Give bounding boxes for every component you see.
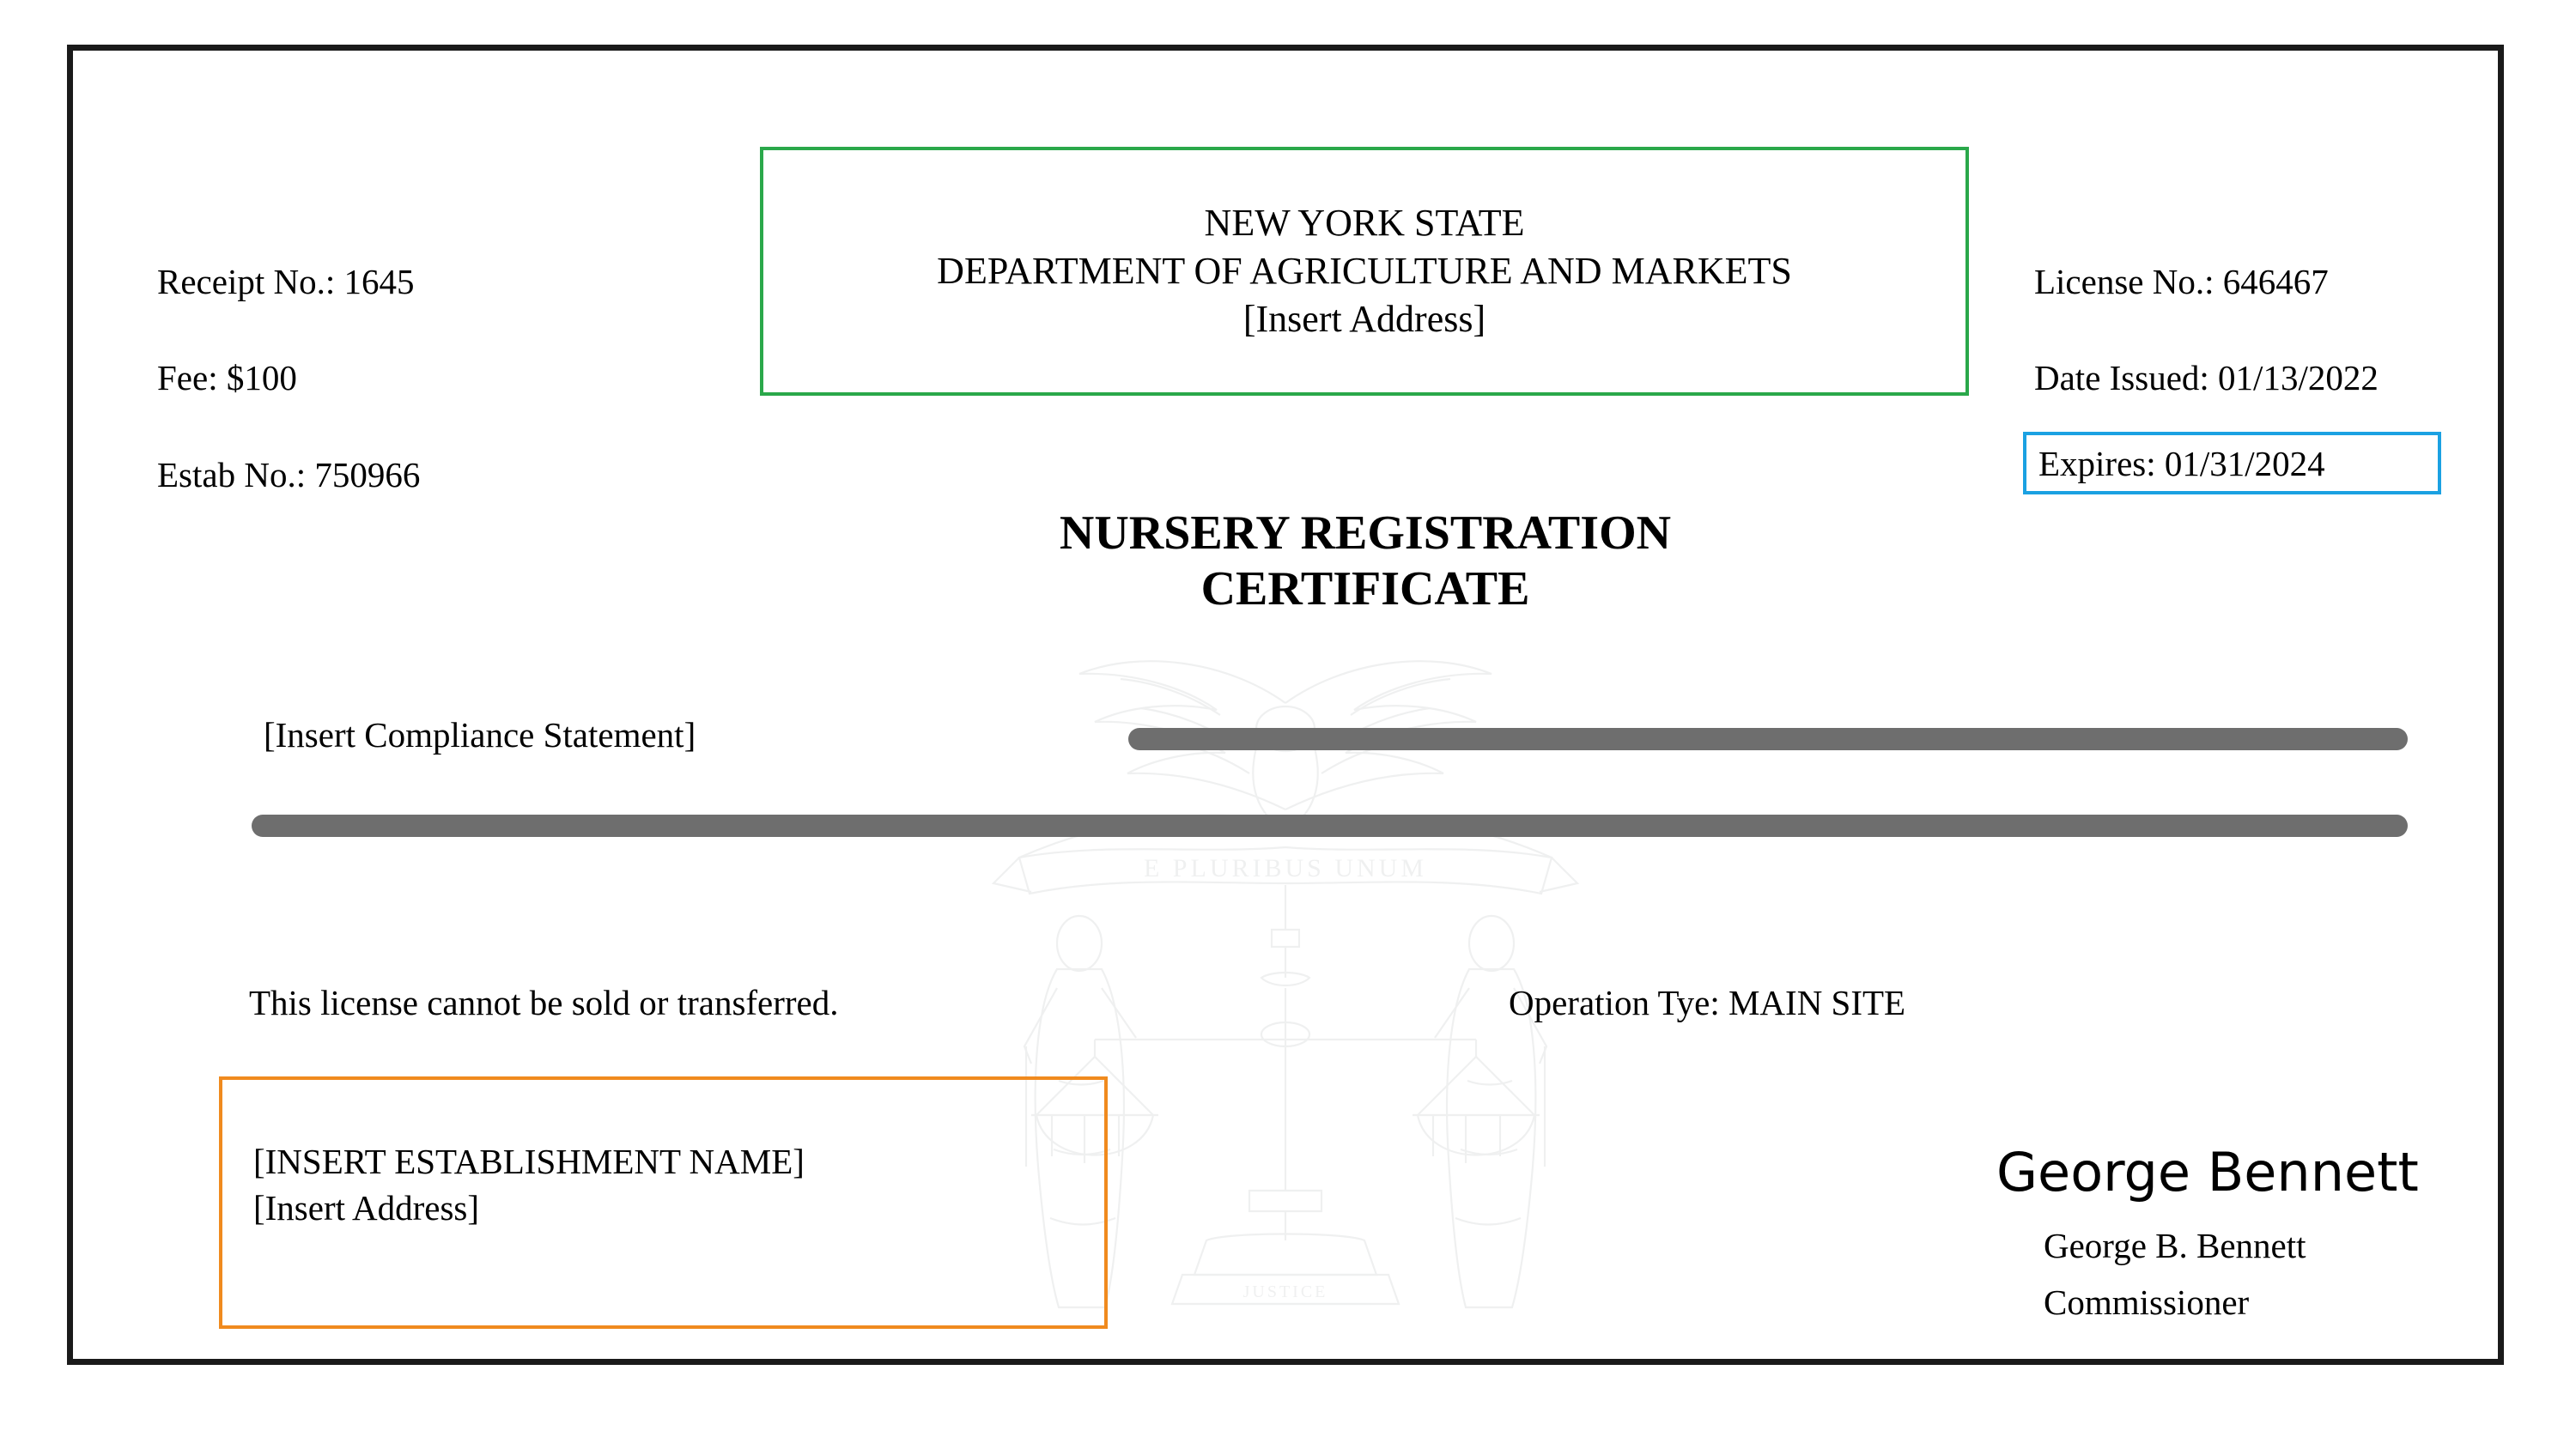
certificate-title-line-1: NURSERY REGISTRATION (1059, 506, 1672, 560)
establishment-name: [INSERT ESTABLISHMENT NAME] (253, 1142, 805, 1181)
redaction-bar (252, 815, 2408, 837)
date-issued: Date Issued: 01/13/2022 (2034, 358, 2379, 397)
svg-text:JUSTICE: JUSTICE (1242, 1282, 1328, 1301)
non-transfer-notice: This license cannot be sold or transferred. (249, 983, 839, 1022)
compliance-statement: [Insert Compliance Statement] (264, 715, 696, 755)
operation-type: Operation Tye: MAIN SITE (1509, 983, 1906, 1022)
certificate-title (811, 506, 1919, 617)
expiration-date-text: Expires: 01/31/2024 (2038, 443, 2325, 483)
receipt-number: Receipt No.: 1645 (157, 262, 415, 301)
license-number: License No.: 646467 (2034, 262, 2329, 301)
certificate-title-line-2: CERTIFICATE (1200, 561, 1530, 615)
authority-department: DEPARTMENT OF AGRICULTURE AND MARKETS (937, 249, 1792, 292)
establishment-number: Estab No.: 750966 (157, 455, 421, 494)
signatory-printed-name: George B. Bennett (2044, 1226, 2306, 1265)
signatory-title: Commissioner (2044, 1282, 2250, 1322)
establishment-address: [Insert Address] (253, 1188, 480, 1228)
issuing-authority-box (760, 147, 1969, 396)
svg-text:E PLURIBUS UNUM: E PLURIBUS UNUM (1143, 854, 1428, 882)
establishment-details-box (219, 1076, 1108, 1329)
signature-script: George Bennett (1996, 1141, 2419, 1203)
fee-amount: Fee: $100 (157, 358, 297, 397)
expiration-date-box (2023, 432, 2441, 494)
authority-address: [Insert Address] (1242, 298, 1486, 341)
authority-state: NEW YORK STATE (1204, 201, 1525, 244)
certificate-document (67, 45, 2504, 1365)
redaction-bar (1128, 728, 2408, 750)
